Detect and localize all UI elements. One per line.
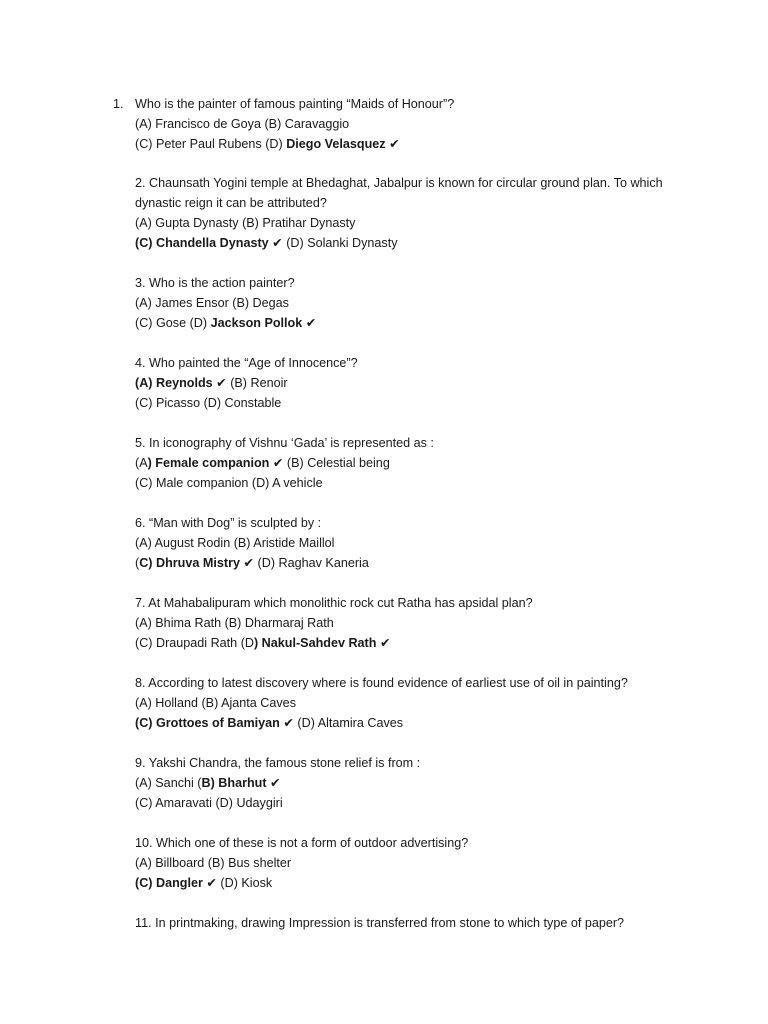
question-9-options-cd: (C) Amaravati (D) Udaygiri: [135, 796, 283, 810]
correct-answer: ) Nakul-Sahdev Rath ✔: [253, 636, 391, 650]
question-1-number: 1.: [113, 97, 124, 111]
questions-2-11: [135, 173, 695, 933]
spacer: [135, 733, 695, 753]
question-1: [135, 94, 695, 154]
spacer: [135, 333, 695, 353]
question-9-options-ab: [135, 773, 695, 793]
spacer: [135, 573, 695, 593]
question-7-text: 7. At Mahabalipuram which monolithic rock cut Ratha has apsidal plan?: [135, 596, 533, 610]
question-8-options-ab: (A) Holland (B) Ajanta Caves: [135, 696, 296, 710]
option-text: (C) Peter Paul Rubens (D): [135, 137, 287, 151]
question-8-options-cd: [135, 713, 695, 733]
spacer: [135, 893, 695, 913]
question-2-options-cd: [135, 233, 695, 253]
question-5-options-ab: [135, 453, 695, 473]
question-7-options-cd: [135, 633, 695, 653]
question-11: [135, 913, 695, 933]
question-4-options-cd: (C) Picasso (D) Constable: [135, 396, 282, 410]
question-6-options-ab: (A) August Rodin (B) Aristide Maillol: [135, 536, 335, 550]
question-1-options-cd: [135, 134, 695, 154]
question-1-options-ab: (A) Francisco de Goya (B) Caravaggio: [135, 117, 350, 131]
question-7-options-ab: (A) Bhima Rath (B) Dharmaraj Rath: [135, 616, 334, 630]
correct-answer: Diego Velasquez ✔: [286, 137, 400, 151]
question-3-text: 3. Who is the action painter?: [135, 276, 295, 290]
question-4-options-ab: [135, 373, 695, 393]
question-7: [135, 593, 695, 653]
spacer: [135, 813, 695, 833]
question-8-text: 8. According to latest discovery where is found evidence of earliest use of oil in painting?: [135, 676, 628, 690]
option-text: (D) Kiosk: [216, 876, 273, 890]
question-10-text: 10. Which one of these is not a form of outdoor advertising?: [135, 836, 469, 850]
correct-answer: ) Female companion ✔: [147, 456, 284, 470]
correct-answer: Jackson Pollok ✔: [210, 316, 317, 330]
question-2-options-ab: (A) Gupta Dynasty (B) Pratihar Dynasty: [135, 216, 356, 230]
question-5-options-cd: (C) Male companion (D) A vehicle: [135, 476, 323, 490]
spacer: [135, 253, 695, 273]
correct-answer: C) Dhruva Mistry ✔: [139, 556, 255, 570]
option-text: (C) Gose (D): [135, 316, 211, 330]
question-9: [135, 753, 695, 813]
question-4: [135, 353, 695, 413]
option-text: (A) Sanchi (: [135, 776, 202, 790]
question-2-text-line-2: dynastic reign it can be attributed?: [135, 196, 327, 210]
option-text: (C) Draupadi Rath (D: [135, 636, 254, 650]
correct-answer: (C) Dangler ✔: [135, 876, 217, 890]
question-2: [135, 173, 695, 253]
option-text: (D) Solanki Dynasty: [282, 236, 398, 250]
question-3-options-ab: (A) James Ensor (B) Degas: [135, 296, 289, 310]
question-5: [135, 433, 695, 493]
question-6-text: 6. “Man with Dog” is sculpted by :: [135, 516, 322, 530]
option-text: (D) Raghav Kaneria: [254, 556, 369, 570]
question-4-text: 4. Who painted the “Age of Innocence”?: [135, 356, 358, 370]
question-10-options-ab: (A) Billboard (B) Bus shelter: [135, 856, 292, 870]
question-8: [135, 673, 695, 733]
correct-answer: B) Bharhut ✔: [201, 776, 281, 790]
option-text: (B) Renoir: [226, 376, 288, 390]
question-6-options-cd: [135, 553, 695, 573]
correct-answer: (A) Reynolds ✔: [135, 376, 227, 390]
spacer: [135, 493, 695, 513]
question-10-options-cd: [135, 873, 695, 893]
option-text: (: [135, 556, 140, 570]
option-text: (A: [135, 456, 148, 470]
question-10: [135, 833, 695, 893]
correct-answer: (C) Grottoes of Bamiyan ✔: [135, 716, 294, 730]
question-3-options-cd: [135, 313, 695, 333]
question-9-text: 9. Yakshi Chandra, the famous stone relief is from :: [135, 756, 421, 770]
spacer: [135, 413, 695, 433]
spacer: [135, 653, 695, 673]
correct-answer: (C) Chandella Dynasty ✔: [135, 236, 283, 250]
question-5-text: 5. In iconography of Vishnu ‘Gada’ is represented as :: [135, 436, 434, 450]
question-1-text: Who is the painter of famous painting “Maids of Honour”?: [135, 97, 455, 111]
question-6: [135, 513, 695, 573]
question-3: [135, 273, 695, 333]
question-2-text-line-1: 2. Chaunsath Yogini temple at Bhedaghat, Jabalpur is known for circular ground plan. To which: [135, 176, 663, 190]
question-11-text: 11. In printmaking, drawing Impression is transferred from stone to which type of paper?: [135, 916, 625, 930]
option-text: (B) Celestial being: [283, 456, 390, 470]
option-text: (D) Altamira Caves: [293, 716, 404, 730]
